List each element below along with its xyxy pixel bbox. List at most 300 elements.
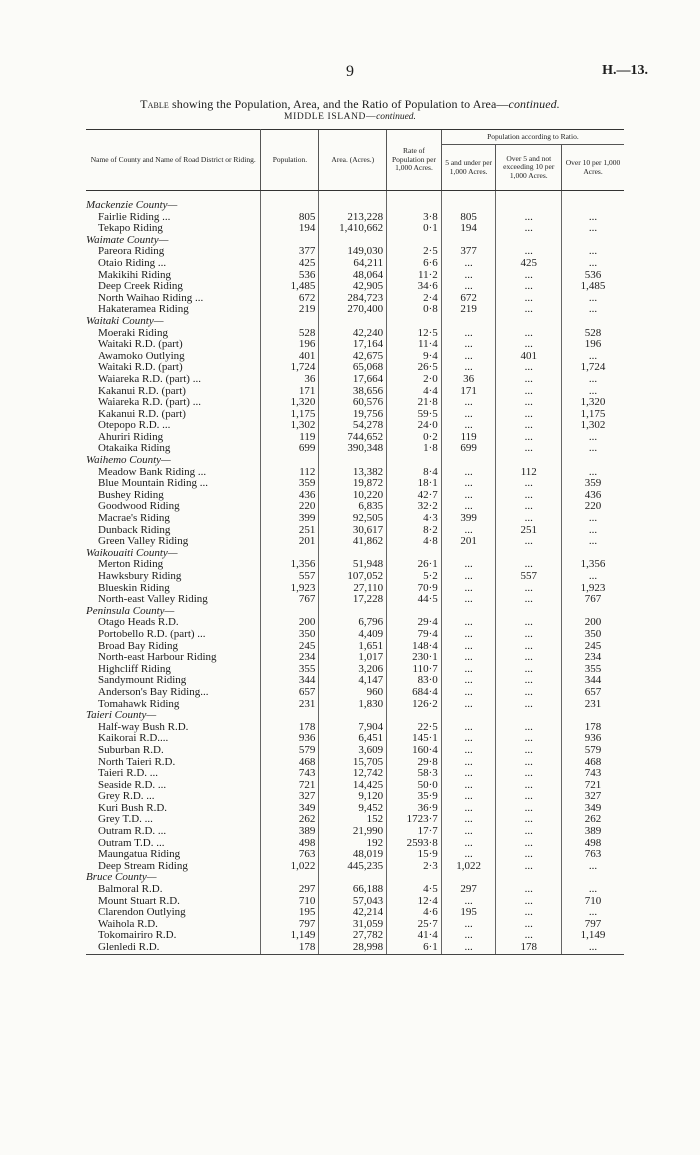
riding-name: North Waihao Riding ... bbox=[98, 291, 204, 304]
county-name: Peninsula County— bbox=[86, 604, 175, 617]
rate-cell: 6·6 bbox=[387, 258, 442, 270]
ratio-over-10-cell: 1,485 bbox=[562, 281, 624, 293]
ratio-5-to-10-cell: ... bbox=[496, 907, 562, 919]
rate-cell: 41·4 bbox=[387, 930, 442, 942]
ratio-under-5-cell: 171 bbox=[441, 386, 496, 398]
ratio-under-5-cell: 201 bbox=[441, 536, 496, 548]
table-header bbox=[86, 130, 624, 191]
population-cell: 436 bbox=[261, 490, 319, 502]
area-cell: 445,235 bbox=[319, 861, 387, 873]
area-cell: 54,278 bbox=[319, 420, 387, 432]
rate-cell: 12·4 bbox=[387, 896, 442, 908]
area-cell: 57,043 bbox=[319, 896, 387, 908]
table-row bbox=[86, 861, 624, 873]
rate-cell: 59·5 bbox=[387, 409, 442, 421]
riding-name: Waihola R.D. bbox=[98, 917, 158, 930]
area-cell: 213,228 bbox=[319, 212, 387, 224]
ratio-5-to-10-cell: ... bbox=[496, 328, 562, 340]
ratio-5-to-10-cell: 425 bbox=[496, 258, 562, 270]
ratio-under-5-cell: 699 bbox=[441, 443, 496, 455]
ratio-5-to-10-cell: ... bbox=[496, 397, 562, 409]
area-cell: 10,220 bbox=[319, 490, 387, 502]
ratio-over-10-cell: ... bbox=[562, 304, 624, 316]
table-body bbox=[86, 191, 624, 955]
ratio-5-to-10-cell: 401 bbox=[496, 351, 562, 363]
county-name: Bruce County— bbox=[86, 871, 157, 884]
area-cell: 1,651 bbox=[319, 641, 387, 653]
population-cell: 262 bbox=[261, 814, 319, 826]
ratio-5-to-10-cell: ... bbox=[496, 722, 562, 734]
area-cell: 107,052 bbox=[319, 571, 387, 583]
ratio-5-to-10-cell: ... bbox=[496, 617, 562, 629]
riding-name: Outram R.D. ... bbox=[98, 825, 167, 838]
riding-name: Tomahawk Riding bbox=[98, 697, 180, 710]
area-cell: 51,948 bbox=[319, 559, 387, 571]
area-cell: 1,830 bbox=[319, 699, 387, 711]
rate-cell: 4·6 bbox=[387, 907, 442, 919]
population-table bbox=[86, 129, 624, 955]
area-cell: 19,872 bbox=[319, 478, 387, 490]
area-cell: 30,617 bbox=[319, 525, 387, 537]
ratio-over-10-cell: ... bbox=[562, 536, 624, 548]
rate-cell: 26·5 bbox=[387, 362, 442, 374]
area-cell: 27,782 bbox=[319, 930, 387, 942]
area-cell: 1,017 bbox=[319, 652, 387, 664]
ratio-under-5-cell: ... bbox=[441, 281, 496, 293]
ratio-5-to-10-cell: ... bbox=[496, 641, 562, 653]
ratio-under-5-cell: ... bbox=[441, 467, 496, 479]
ratio-under-5-cell: ... bbox=[441, 362, 496, 374]
ratio-over-10-cell: ... bbox=[562, 351, 624, 363]
riding-name: Blue Mountain Riding ... bbox=[98, 477, 208, 490]
table-row bbox=[86, 258, 624, 270]
ratio-under-5-cell: ... bbox=[441, 722, 496, 734]
ratio-5-to-10-cell: ... bbox=[496, 212, 562, 224]
ratio-over-10-cell: ... bbox=[562, 942, 624, 954]
ratio-under-5-cell: 119 bbox=[441, 432, 496, 444]
riding-name: Outram T.D. ... bbox=[98, 836, 165, 849]
ratio-under-5-cell: ... bbox=[441, 803, 496, 815]
ratio-under-5-cell: ... bbox=[441, 664, 496, 676]
riding-name: Waitaki R.D. (part) bbox=[98, 338, 183, 351]
subtitle-cont: continued. bbox=[376, 112, 416, 122]
table-row bbox=[86, 699, 624, 711]
ratio-over-10-cell: 231 bbox=[562, 699, 624, 711]
riding-name: Broad Bay Riding bbox=[98, 639, 179, 652]
ratio-under-5-cell: ... bbox=[441, 849, 496, 861]
table-row bbox=[86, 374, 624, 386]
ratio-5-to-10-cell: ... bbox=[496, 884, 562, 896]
area-cell: 390,348 bbox=[319, 443, 387, 455]
ratio-under-5-cell: ... bbox=[441, 780, 496, 792]
rate-cell: 145·1 bbox=[387, 733, 442, 745]
rate-cell: 5·2 bbox=[387, 571, 442, 583]
rate-cell: 4·4 bbox=[387, 386, 442, 398]
area-cell: 12,742 bbox=[319, 768, 387, 780]
rate-cell: 6·1 bbox=[387, 942, 442, 954]
ratio-over-10-cell: 1,724 bbox=[562, 362, 624, 374]
ratio-5-to-10-cell: ... bbox=[496, 432, 562, 444]
ratio-5-to-10-cell: ... bbox=[496, 478, 562, 490]
rate-cell: 2·0 bbox=[387, 374, 442, 386]
rate-cell: 58·3 bbox=[387, 768, 442, 780]
ratio-under-5-cell: ... bbox=[441, 571, 496, 583]
ratio-5-to-10-cell: ... bbox=[496, 594, 562, 606]
population-cell: 797 bbox=[261, 919, 319, 931]
population-cell: 231 bbox=[261, 699, 319, 711]
area-cell: 41,862 bbox=[319, 536, 387, 548]
population-cell: 355 bbox=[261, 664, 319, 676]
area-cell: 42,675 bbox=[319, 351, 387, 363]
ratio-5-to-10-cell: ... bbox=[496, 490, 562, 502]
population-cell: 377 bbox=[261, 246, 319, 258]
rate-cell: 21·8 bbox=[387, 397, 442, 409]
ratio-under-5-cell: ... bbox=[441, 826, 496, 838]
area-cell: 744,652 bbox=[319, 432, 387, 444]
ratio-under-5-cell: ... bbox=[441, 339, 496, 351]
ratio-over-10-cell: 1,320 bbox=[562, 397, 624, 409]
area-cell: 270,400 bbox=[319, 304, 387, 316]
ratio-over-10-cell: 350 bbox=[562, 629, 624, 641]
ratio-over-10-cell: 389 bbox=[562, 826, 624, 838]
ratio-under-5-cell: 672 bbox=[441, 293, 496, 305]
rate-cell: 12·5 bbox=[387, 328, 442, 340]
ratio-over-10-cell: 245 bbox=[562, 641, 624, 653]
table-row bbox=[86, 339, 624, 351]
riding-name: Grey T.D. ... bbox=[98, 813, 153, 826]
ratio-over-10-cell: 498 bbox=[562, 838, 624, 850]
ratio-5-to-10-cell: ... bbox=[496, 559, 562, 571]
ratio-over-10-cell: ... bbox=[562, 443, 624, 455]
ratio-5-to-10-cell: ... bbox=[496, 838, 562, 850]
ratio-under-5-cell: ... bbox=[441, 351, 496, 363]
riding-name: Taieri R.D. ... bbox=[98, 767, 159, 780]
riding-name: Otepopo R.D. ... bbox=[98, 419, 171, 432]
riding-name: North Taieri R.D. bbox=[98, 755, 176, 768]
ratio-5-to-10-cell: ... bbox=[496, 304, 562, 316]
page-number: 9 bbox=[346, 63, 354, 80]
county-heading-row bbox=[86, 200, 624, 212]
population-cell: 194 bbox=[261, 223, 319, 235]
population-cell: 220 bbox=[261, 501, 319, 513]
header-population: Population. bbox=[261, 130, 319, 191]
population-cell: 119 bbox=[261, 432, 319, 444]
ratio-over-10-cell: 200 bbox=[562, 617, 624, 629]
riding-name: Kaikorai R.D.... bbox=[98, 732, 169, 745]
population-cell: 327 bbox=[261, 791, 319, 803]
ratio-5-to-10-cell: ... bbox=[496, 757, 562, 769]
area-cell: 14,425 bbox=[319, 780, 387, 792]
rate-cell: 15·9 bbox=[387, 849, 442, 861]
rate-cell: 160·4 bbox=[387, 745, 442, 757]
riding-name: Tekapo Riding bbox=[98, 222, 163, 235]
ratio-under-5-cell: 399 bbox=[441, 513, 496, 525]
area-cell: 4,409 bbox=[319, 629, 387, 641]
population-cell: 178 bbox=[261, 942, 319, 954]
ratio-over-10-cell: ... bbox=[562, 861, 624, 873]
ratio-under-5-cell: ... bbox=[441, 733, 496, 745]
ratio-over-10-cell: ... bbox=[562, 374, 624, 386]
header-name: Name of County and Name of Road District or Riding. bbox=[86, 130, 261, 191]
ratio-over-10-cell: ... bbox=[562, 525, 624, 537]
ratio-5-to-10-cell: ... bbox=[496, 362, 562, 374]
area-cell: 48,064 bbox=[319, 270, 387, 282]
riding-name: Mount Stuart R.D. bbox=[98, 894, 180, 907]
ratio-5-to-10-cell: ... bbox=[496, 849, 562, 861]
rate-cell: 44·5 bbox=[387, 594, 442, 606]
ratio-under-5-cell: ... bbox=[441, 409, 496, 421]
ratio-5-to-10-cell: 112 bbox=[496, 467, 562, 479]
ratio-over-10-cell: ... bbox=[562, 258, 624, 270]
ratio-under-5-cell: ... bbox=[441, 791, 496, 803]
riding-name: Waiareka R.D. (part) ... bbox=[98, 396, 201, 409]
ratio-5-to-10-cell: ... bbox=[496, 420, 562, 432]
ratio-5-to-10-cell: ... bbox=[496, 675, 562, 687]
population-cell: 710 bbox=[261, 896, 319, 908]
title-suffix: continued. bbox=[508, 97, 560, 111]
ratio-under-5-cell: 219 bbox=[441, 304, 496, 316]
ratio-under-5-cell: ... bbox=[441, 687, 496, 699]
ratio-under-5-cell: ... bbox=[441, 745, 496, 757]
area-cell: 42,240 bbox=[319, 328, 387, 340]
county-heading-row bbox=[86, 455, 624, 467]
rate-cell: 50·0 bbox=[387, 780, 442, 792]
population-cell: 805 bbox=[261, 212, 319, 224]
population-cell: 1,149 bbox=[261, 930, 319, 942]
riding-name: Merton Riding bbox=[98, 558, 164, 571]
population-cell: 219 bbox=[261, 304, 319, 316]
rate-cell: 0·2 bbox=[387, 432, 442, 444]
ratio-over-10-cell: 327 bbox=[562, 791, 624, 803]
rate-cell: 17·7 bbox=[387, 826, 442, 838]
population-cell: 1,485 bbox=[261, 281, 319, 293]
table-row bbox=[86, 942, 624, 954]
area-cell: 3,609 bbox=[319, 745, 387, 757]
population-cell: 399 bbox=[261, 513, 319, 525]
riding-name: Kakanui R.D. (part) bbox=[98, 407, 186, 420]
ratio-under-5-cell: ... bbox=[441, 896, 496, 908]
ratio-under-5-cell: ... bbox=[441, 501, 496, 513]
area-cell: 4,147 bbox=[319, 675, 387, 687]
ratio-under-5-cell: 36 bbox=[441, 374, 496, 386]
riding-name: Hakateramea Riding bbox=[98, 303, 189, 316]
ratio-5-to-10-cell: ... bbox=[496, 409, 562, 421]
riding-name: Dunback Riding bbox=[98, 523, 171, 536]
riding-name: Waitaki R.D. (part) bbox=[98, 361, 183, 374]
rate-cell: 42·7 bbox=[387, 490, 442, 502]
ratio-5-to-10-cell: ... bbox=[496, 930, 562, 942]
rate-cell: 11·4 bbox=[387, 339, 442, 351]
ratio-under-5-cell: ... bbox=[441, 942, 496, 954]
riding-name: Awamoko Outlying bbox=[98, 349, 185, 362]
ratio-over-10-cell: ... bbox=[562, 513, 624, 525]
header-ratio-under-5: 5 and under per 1,000 Acres. bbox=[441, 145, 496, 191]
rate-cell: 2593·8 bbox=[387, 838, 442, 850]
ratio-over-10-cell: 536 bbox=[562, 270, 624, 282]
area-cell: 960 bbox=[319, 687, 387, 699]
ratio-over-10-cell: 657 bbox=[562, 687, 624, 699]
ratio-over-10-cell: 1,175 bbox=[562, 409, 624, 421]
rate-cell: 3·8 bbox=[387, 212, 442, 224]
riding-name: Otago Heads R.D. bbox=[98, 616, 179, 629]
area-cell: 17,164 bbox=[319, 339, 387, 351]
ratio-5-to-10-cell: ... bbox=[496, 270, 562, 282]
ratio-under-5-cell: 805 bbox=[441, 212, 496, 224]
ratio-under-5-cell: ... bbox=[441, 919, 496, 931]
riding-name: Anderson's Bay Riding... bbox=[98, 685, 209, 698]
riding-name: Kuri Bush R.D. bbox=[98, 801, 168, 814]
population-cell: 721 bbox=[261, 780, 319, 792]
ratio-5-to-10-cell: ... bbox=[496, 803, 562, 815]
ratio-5-to-10-cell: ... bbox=[496, 733, 562, 745]
area-cell: 9,452 bbox=[319, 803, 387, 815]
area-cell: 27,110 bbox=[319, 583, 387, 595]
table-row bbox=[86, 304, 624, 316]
area-cell: 13,382 bbox=[319, 467, 387, 479]
ratio-5-to-10-cell: ... bbox=[496, 246, 562, 258]
ratio-over-10-cell: 220 bbox=[562, 501, 624, 513]
ratio-5-to-10-cell: 178 bbox=[496, 942, 562, 954]
rate-cell: 126·2 bbox=[387, 699, 442, 711]
riding-name: Moeraki Riding bbox=[98, 326, 168, 339]
ratio-over-10-cell: 1,149 bbox=[562, 930, 624, 942]
table-row bbox=[86, 281, 624, 293]
page-reference: H.—13. bbox=[602, 63, 648, 78]
ratio-5-to-10-cell: ... bbox=[496, 223, 562, 235]
riding-name: Sandymount Riding bbox=[98, 674, 187, 687]
riding-name: Makikihi Riding bbox=[98, 268, 172, 281]
ratio-5-to-10-cell: ... bbox=[496, 814, 562, 826]
ratio-under-5-cell: ... bbox=[441, 629, 496, 641]
area-cell: 28,998 bbox=[319, 942, 387, 954]
riding-name: Macrae's Riding bbox=[98, 512, 170, 525]
riding-name: Clarendon Outlying bbox=[98, 906, 186, 919]
ratio-under-5-cell: ... bbox=[441, 258, 496, 270]
ratio-under-5-cell: ... bbox=[441, 583, 496, 595]
ratio-over-10-cell: ... bbox=[562, 293, 624, 305]
ratio-over-10-cell: 763 bbox=[562, 849, 624, 861]
population-cell: 178 bbox=[261, 722, 319, 734]
county-heading-row bbox=[86, 316, 624, 328]
population-cell: 389 bbox=[261, 826, 319, 838]
area-cell: 6,796 bbox=[319, 617, 387, 629]
rate-cell: 4·3 bbox=[387, 513, 442, 525]
county-name: Waimate County— bbox=[86, 233, 169, 246]
ratio-over-10-cell: ... bbox=[562, 571, 624, 583]
ratio-over-10-cell: 355 bbox=[562, 664, 624, 676]
rate-cell: 70·9 bbox=[387, 583, 442, 595]
ratio-5-to-10-cell: ... bbox=[496, 826, 562, 838]
header-ratio-5-to-10: Over 5 and not exceeding 10 per 1,000 Acres. bbox=[496, 145, 562, 191]
table-row bbox=[86, 745, 624, 757]
population-cell: 171 bbox=[261, 386, 319, 398]
population-cell: 498 bbox=[261, 838, 319, 850]
rate-cell: 35·9 bbox=[387, 791, 442, 803]
ratio-under-5-cell: ... bbox=[441, 328, 496, 340]
area-cell: 60,576 bbox=[319, 397, 387, 409]
ratio-under-5-cell: ... bbox=[441, 617, 496, 629]
rate-cell: 0·8 bbox=[387, 304, 442, 316]
ratio-over-10-cell: 721 bbox=[562, 780, 624, 792]
population-cell: 201 bbox=[261, 536, 319, 548]
area-cell: 3,206 bbox=[319, 664, 387, 676]
table-row bbox=[86, 803, 624, 815]
header-ratio-group: Population according to Ratio. bbox=[441, 130, 624, 145]
header-rate: Rate of Population per 1,000 Acres. bbox=[387, 130, 442, 191]
riding-name: Portobello R.D. (part) ... bbox=[98, 627, 206, 640]
county-name: Waikouaiti County— bbox=[86, 546, 178, 559]
area-cell: 1,410,662 bbox=[319, 223, 387, 235]
ratio-5-to-10-cell: 557 bbox=[496, 571, 562, 583]
table-row bbox=[86, 826, 624, 838]
ratio-over-10-cell: ... bbox=[562, 907, 624, 919]
area-cell: 6,451 bbox=[319, 733, 387, 745]
population-cell: 112 bbox=[261, 467, 319, 479]
population-cell: 936 bbox=[261, 733, 319, 745]
population-cell: 195 bbox=[261, 907, 319, 919]
area-cell: 192 bbox=[319, 838, 387, 850]
population-cell: 528 bbox=[261, 328, 319, 340]
rate-cell: 8·4 bbox=[387, 467, 442, 479]
ratio-over-10-cell: 1,356 bbox=[562, 559, 624, 571]
ratio-over-10-cell: 262 bbox=[562, 814, 624, 826]
rate-cell: 9·4 bbox=[387, 351, 442, 363]
population-cell: 672 bbox=[261, 293, 319, 305]
ratio-under-5-cell: ... bbox=[441, 757, 496, 769]
riding-name: Tokomairiro R.D. bbox=[98, 929, 177, 942]
header-area: Area. (Acres.) bbox=[319, 130, 387, 191]
population-cell: 234 bbox=[261, 652, 319, 664]
population-cell: 245 bbox=[261, 641, 319, 653]
rate-cell: 11·2 bbox=[387, 270, 442, 282]
rate-cell: 25·7 bbox=[387, 919, 442, 931]
population-cell: 657 bbox=[261, 687, 319, 699]
area-cell: 42,905 bbox=[319, 281, 387, 293]
ratio-over-10-cell: ... bbox=[562, 212, 624, 224]
rate-cell: 18·1 bbox=[387, 478, 442, 490]
rate-cell: 22·5 bbox=[387, 722, 442, 734]
population-cell: 763 bbox=[261, 849, 319, 861]
riding-name: Otakaika Riding bbox=[98, 442, 171, 455]
table-row bbox=[86, 571, 624, 583]
population-cell: 536 bbox=[261, 270, 319, 282]
area-cell: 64,211 bbox=[319, 258, 387, 270]
ratio-under-5-cell: ... bbox=[441, 768, 496, 780]
riding-name: North-east Valley Riding bbox=[98, 593, 208, 606]
ratio-under-5-cell: ... bbox=[441, 641, 496, 653]
riding-name: Seaside R.D. ... bbox=[98, 778, 167, 791]
rate-cell: 36·9 bbox=[387, 803, 442, 815]
ratio-under-5-cell: 377 bbox=[441, 246, 496, 258]
ratio-5-to-10-cell: ... bbox=[496, 919, 562, 931]
ratio-over-10-cell: 528 bbox=[562, 328, 624, 340]
ratio-5-to-10-cell: ... bbox=[496, 861, 562, 873]
ratio-under-5-cell: 1,022 bbox=[441, 861, 496, 873]
ratio-over-10-cell: 359 bbox=[562, 478, 624, 490]
riding-name: Balmoral R.D. bbox=[98, 883, 163, 896]
ratio-under-5-cell: ... bbox=[441, 652, 496, 664]
rate-cell: 29·8 bbox=[387, 757, 442, 769]
title-text: showing the Population, Area, and the Ratio of Population to Area— bbox=[168, 97, 509, 111]
ratio-5-to-10-cell: ... bbox=[496, 664, 562, 676]
riding-name: Deep Stream Riding bbox=[98, 859, 188, 872]
county-name: Taieri County— bbox=[86, 709, 157, 722]
population-cell: 743 bbox=[261, 768, 319, 780]
county-heading-row bbox=[86, 710, 624, 722]
riding-name: Meadow Bank Riding ... bbox=[98, 465, 207, 478]
ratio-5-to-10-cell: ... bbox=[496, 513, 562, 525]
area-cell: 9,120 bbox=[319, 791, 387, 803]
